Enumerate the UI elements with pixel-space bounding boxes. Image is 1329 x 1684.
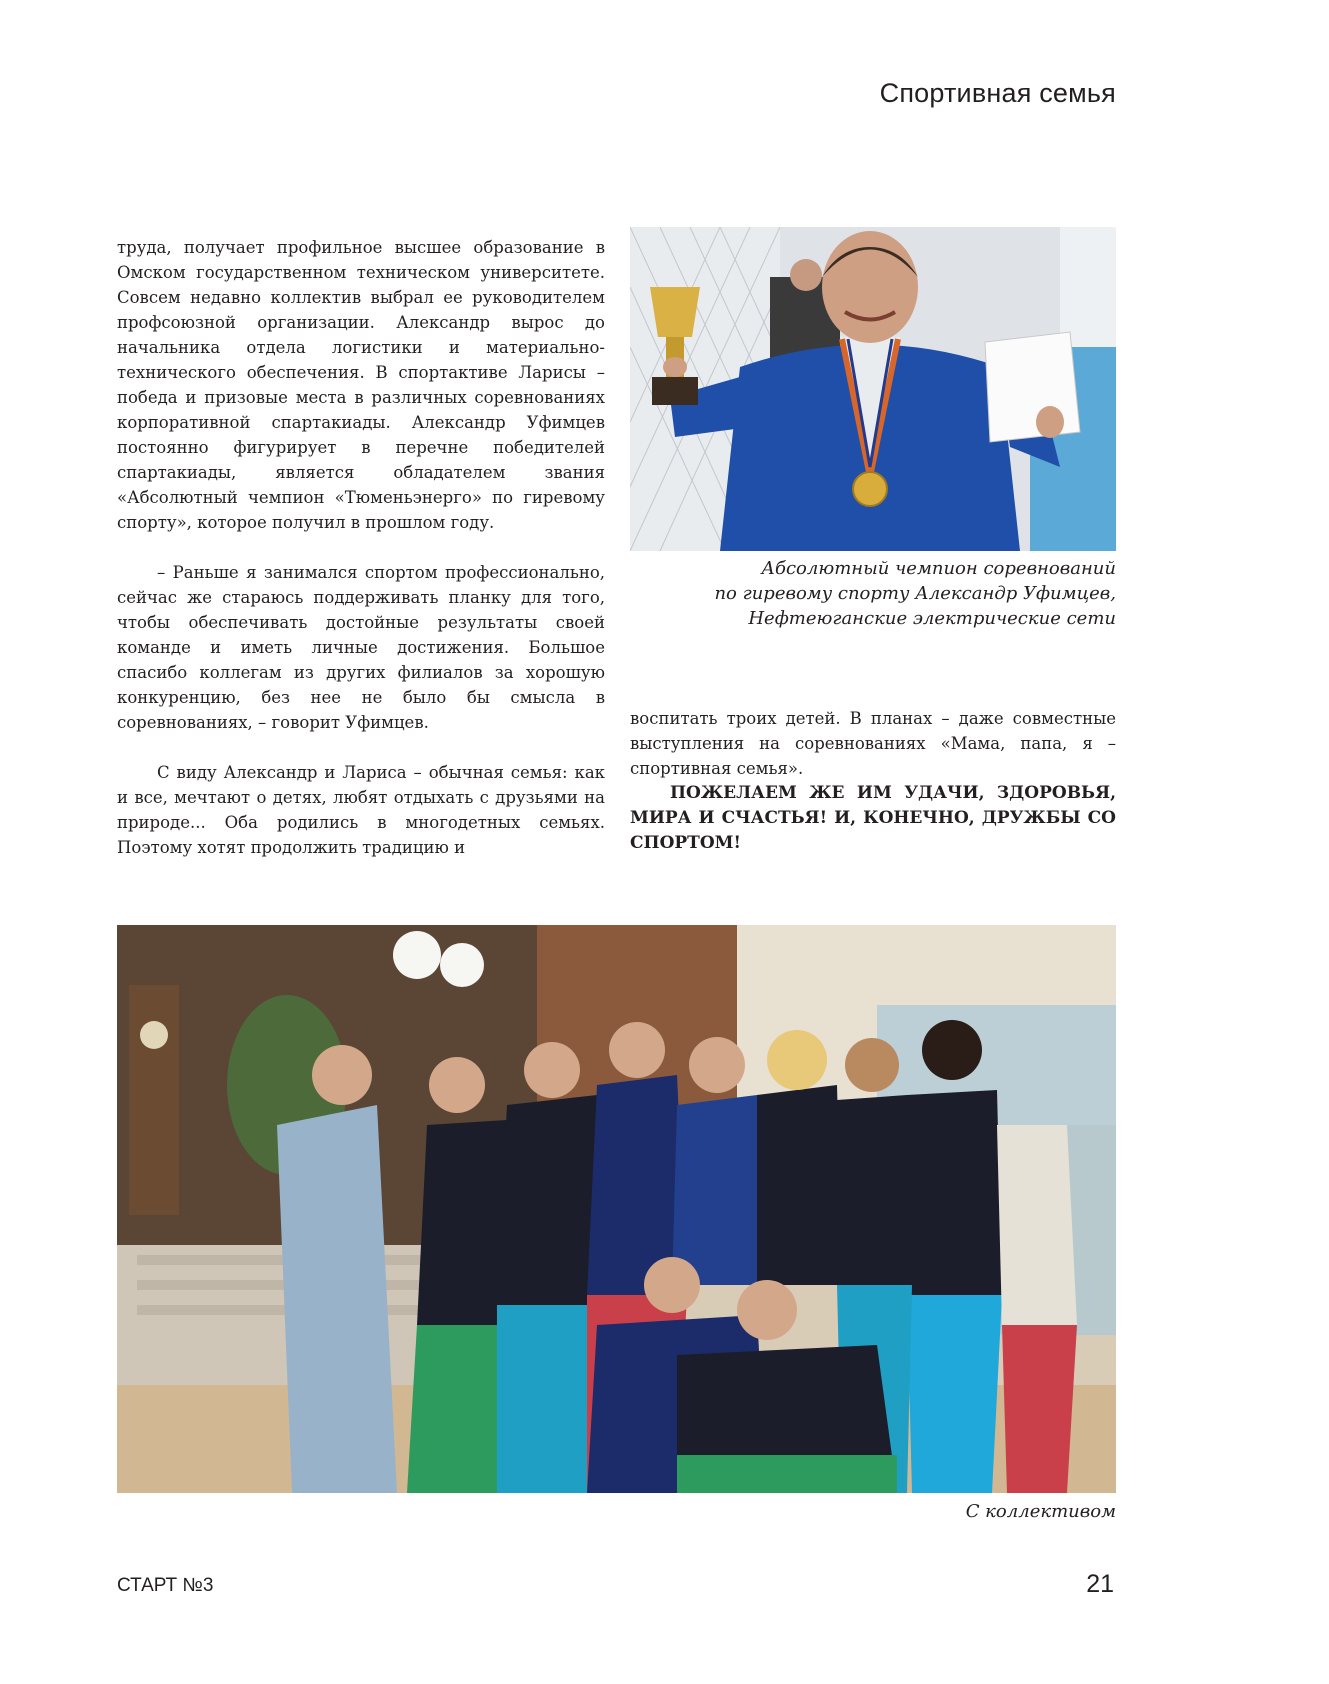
article-paragraph: труда, получает профильное высшее образование в Омском государственном техническом университете. Совсем недавно коллектив выбрал ее руководителем профсоюзной организации. Александр вырос до начальника отдела логистики и материально-технического обеспечения. В спортактиве Ларисы – победа и призовые места в различных соревнованиях корпоративной спартакиады. Александр Уфимцев постоянно фигурирует в перечне победителей спартакиады, является обладателем звания «Абсолютный чемпион «Тюменьэнерго» по гиревому спорту», которое получил в прошлом году. [117,238,605,532]
team-photo-caption: С коллективом [965,1501,1116,1522]
caption-line: Абсолютный чемпион соревнований [761,558,1116,579]
article-column-right [630,706,1116,856]
page-number: 21 [1086,1570,1114,1598]
article-paragraph-quote: – Раньше я занимался спортом профессионально, сейчас же стараюсь поддерживать планку для того, чтобы обеспечивать достойные результаты своей команде и иметь личные достижения. Большое спасибо коллегам из других филиалов за хорошую конкуренцию, без нее не было бы смысла в соревнованиях, – говорит Уфимцев. [117,563,605,732]
article-paragraph: С виду Александр и Лариса – обычная семья: как и все, мечтают о детях, любят отдыхать с друзьями на природе... Оба родились в многодетных семьях. Поэтому хотят продолжить традицию и [117,763,605,857]
champion-photo [630,227,1116,551]
caption-line: по гиревому спорту Александр Уфимцев, [714,583,1116,604]
magazine-issue: СТАРТ №3 [117,1575,214,1596]
closing-wish: ПОЖЕЛАЕМ ЖЕ ИМ УДАЧИ, ЗДОРОВЬЯ, МИРА И СЧАСТЬЯ! И, КОНЕЧНО, ДРУЖБЫ СО СПОРТОМ! [630,783,1116,853]
article-paragraph: воспитать троих детей. В планах – даже совместные выступления на соревнованиях «Мама, папа, я – спортивная семья». [630,709,1116,778]
caption-line: Нефтеюганские электрические сети [748,608,1116,629]
page-header-title: Спортивная семья [879,78,1116,108]
team-photo [117,925,1116,1493]
champion-photo-caption [596,556,1116,631]
article-column-left [117,235,605,860]
